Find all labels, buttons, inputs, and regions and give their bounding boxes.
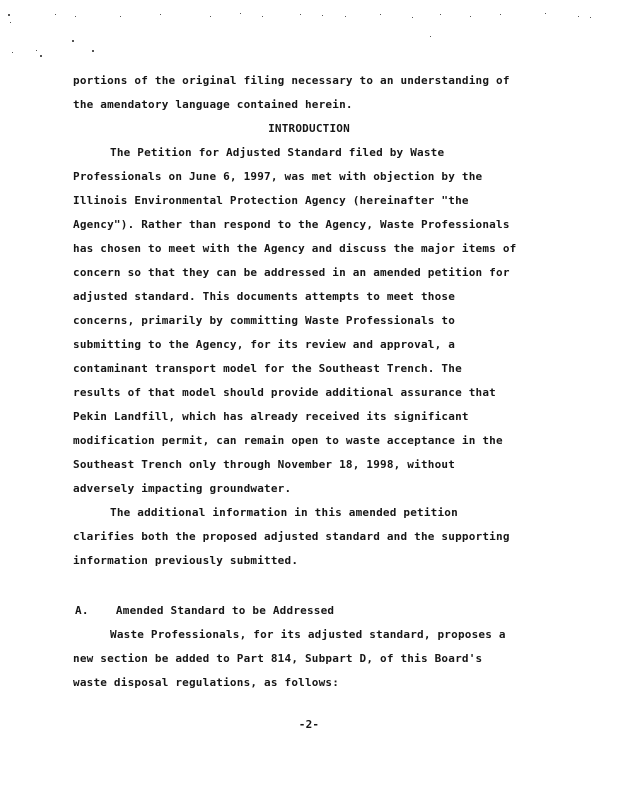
text-line: contaminant transport model for the Southeast Trench. The bbox=[73, 362, 462, 375]
text-line: adjusted standard. This documents attempts to meet those bbox=[73, 290, 456, 303]
text-line: portions of the original filing necessary to an understanding of bbox=[73, 74, 510, 87]
text-line: submitting to the Agency, for its review and approval, a bbox=[73, 338, 456, 351]
text-line: Pekin Landfill, which has already received its significant bbox=[73, 410, 469, 423]
text-line: the amendatory language contained herein. bbox=[73, 98, 353, 111]
text-line: adversely impacting groundwater. bbox=[73, 482, 292, 495]
text-line: Agency"). Rather than respond to the Agency, Waste Professionals bbox=[73, 218, 510, 231]
text-line: waste disposal regulations, as follows: bbox=[73, 676, 340, 689]
text-line: Southeast Trench only through November 18, 1998, without bbox=[73, 458, 456, 471]
section-title: INTRODUCTION bbox=[268, 122, 350, 135]
text-line: Professionals on June 6, 1997, was met with objection by the bbox=[73, 170, 483, 183]
text-line: modification permit, can remain open to waste acceptance in the bbox=[73, 434, 503, 447]
section-heading: A. Amended Standard to be Addressed bbox=[75, 604, 335, 617]
paragraph-start: The Petition for Adjusted Standard filed by Waste bbox=[110, 146, 445, 159]
text-line: Illinois Environmental Protection Agency (hereinafter "the bbox=[73, 194, 469, 207]
text-line: has chosen to meet with the Agency and discuss the major items of bbox=[73, 242, 517, 255]
paragraph-start: Waste Professionals, for its adjusted standard, proposes a bbox=[110, 628, 506, 641]
text-line: information previously submitted. bbox=[73, 554, 299, 567]
text-line: new section be added to Part 814, Subpart D, of this Board's bbox=[73, 652, 483, 665]
text-line: concerns, primarily by committing Waste Professionals to bbox=[73, 314, 456, 327]
text-line: clarifies both the proposed adjusted standard and the supporting bbox=[73, 530, 510, 543]
scan-speckle-noise bbox=[0, 0, 618, 60]
text-line: concern so that they can be addressed in an amended petition for bbox=[73, 266, 510, 279]
page-number: -2- bbox=[298, 718, 320, 731]
paragraph-start: The additional information in this amended petition bbox=[110, 506, 458, 519]
text-line: results of that model should provide additional assurance that bbox=[73, 386, 496, 399]
